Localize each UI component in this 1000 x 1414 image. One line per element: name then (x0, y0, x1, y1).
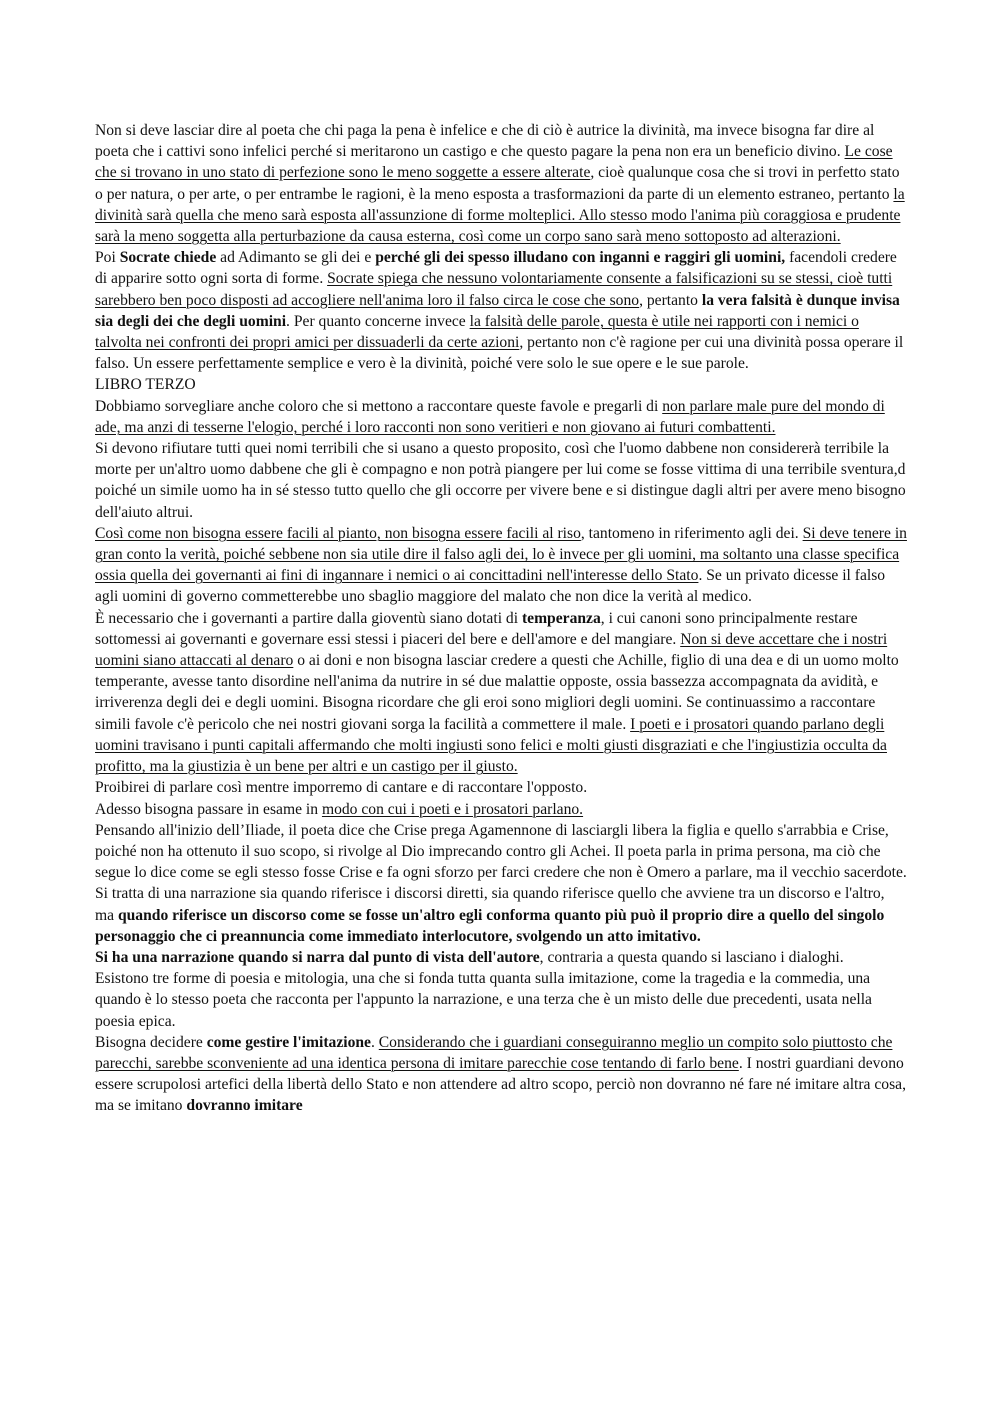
text-run: , pertanto non c'è ragione per cui una divinità possa operare il falso. Un essere perfettamente semplice e vero è la divinità, poiché vere solo le sue opere e le sue parole. (95, 334, 904, 373)
text-run: Non si deve lasciar dire al poeta che chi paga la pena è infelice e che di ciò è autrice la divinità, ma invece bisogna far dire al poeta che i cattivi sono infelici perché si meritarono un castigo e che questo pagare la pena non era un beneficio divino. (95, 122, 875, 161)
underlined-text: la divinità sarà quella che meno sarà esposta all'assunzione di forme molteplici. Allo stesso modo l'anima più coraggiosa e prudente sarà la meno soggetta alla perturbazione da causa esterna, così come un corpo sano sarà meno sottoposto ad alterazioni. (95, 185, 905, 246)
text-run: o ai doni e non bisogna lasciar credere a questi che Achille, figlio di una dea e di un uomo molto temperante, avesse tanto disordine nell'anima da nutrire in sé due malattie opposte, ossia bassezza accompagnata da avidità, e irriverenza degli dei e degli uomini. Bisogna ricordare che gli eroi sono migliori degli uomini. Se continuassimo a raccontare simili favole c'è pericolo che nei nostri giovani sorga la facilità a commettere il male. (95, 652, 899, 733)
document-page (95, 120, 907, 1117)
paragraph (95, 523, 907, 608)
text-run: Dobbiamo sorvegliare anche coloro che si mettono a raccontare queste favole e pregarli di (95, 397, 663, 415)
underlined-text: non parlare male pure del mondo di ade, ma anzi di tesserne l'elogio, perché i loro racconti non sono veritieri e non giovano ai futuri combattenti. (95, 397, 885, 436)
text-run: Pensando all'inizio dell’Iliade, il poeta dice che Crise prega Agamennone di lasciargli libera la figlia e quello s'arrabbia e Crise, poiché non ha ottenuto il suo scopo, si rivolge al Dio imprecando contro gli Achei. Il poeta parla in prima persona, ma ciò che segue lo dice come se egli stesso fosse Crise e fa ogni sforzo per farci credere che non è Omero a parlare, ma il vecchio sacerdote. Si tratta di una narrazione sia quando riferisce i discorsi diretti, sia quando riferisce quello che avviene tra un discorso e l'altro, ma (95, 821, 907, 924)
paragraph (95, 608, 907, 778)
text-run: Proibirei di parlare così mentre imporremo di cantare e di raccontare l'opposto. (95, 779, 588, 797)
text-run: , pertanto (639, 291, 702, 309)
section-heading (95, 374, 907, 395)
paragraph (95, 968, 907, 1032)
text-run: Si devono rifiutare tutti quei nomi terribili che si usano a questo proposito, così che l'uomo dabbene non considererà terribile la morte per un'altro uomo dabbene che gli è compagno e non potrà piangere per lui come se fosse vittima di una terribile sventura,d poiché un simile uomo ha in sé stesso tutto quello che gli occorre per vivere bene e si distingue dagli altri per avere meno bisogno dell'aiuto altrui. (95, 440, 906, 521)
bold-text: quando riferisce un discorso come se fosse un'altro egli conforma quanto più può il proprio dire a quello del singolo personaggio che ci preannuncia come immediato interlocutore, svolgendo un atto imitativo. (95, 906, 885, 945)
text-run: Adesso bisogna passare in esame in (95, 800, 322, 818)
text-run: , contraria a questa quando si lasciano i dialoghi. (539, 948, 844, 966)
paragraph (95, 120, 907, 247)
text-run: Esistono tre forme di poesia e mitologia, una che si fonda tutta quanta sulla imitazione, come la tragedia e la commedia, una quando è lo stesso poeta che racconta per l'appunto la narrazione, e una terza che è un misto delle due precedenti, usata nella poesia epica. (95, 970, 872, 1030)
text-run: . Per quanto concerne invece (286, 312, 470, 330)
text-run: Poi (95, 249, 120, 267)
underlined-text: Considerando che i guardiani conseguiranno meglio un compito solo piuttosto che parecchi, sarebbe sconveniente ad una identica persona di imitare parecchie cose tentando di farlo bene (95, 1033, 893, 1072)
paragraph (95, 396, 907, 438)
paragraph (95, 1032, 907, 1117)
text-run: , cioè qualunque cosa che si trovi in perfetto stato o per natura, o per arte, o per entrambe le ragioni, è la meno esposta a trasformazioni da parte di un elemento estraneo, pertanto (95, 164, 900, 203)
paragraph (95, 247, 907, 374)
paragraph (95, 947, 907, 968)
paragraph (95, 820, 907, 947)
paragraph (95, 799, 907, 820)
bold-text: Socrate chiede (119, 249, 217, 267)
text-run: È necessario che i governanti a partire dalla gioventù siano dotati di (95, 609, 522, 627)
text-run: , tantomeno in riferimento agli dei. (580, 524, 803, 542)
underlined-text: modo con cui i poeti e i prosatori parlano. (321, 800, 584, 818)
bold-text: la vera falsità è dunque invisa sia degli dei che degli uomini (95, 291, 900, 330)
underlined-text: Si deve tenere in gran conto la verità, poiché sebbene non sia utile dire il falso agli dei, lo è invece per gli uomini, ma soltanto una classe specifica ossia quella dei governanti ai fini di ingannare i nemici o ai concittadini nell'interesse dello Stato (95, 524, 907, 585)
text-run: . Se un privato dicesse il falso agli uomini di governo commetterebbe uno sbaglio maggiore del malato che non dice la verità al medico. (95, 567, 886, 606)
underlined-text: I poeti e i prosatori quando parlano degli uomini travisano i punti capitali affermando che molti ingiusti sono felici e molti giusti disgraziati e che l'ingiustizia occulta da profitto, ma la giustizia è un bene per altri e un castigo per il giusto. (95, 715, 887, 776)
paragraph (95, 438, 907, 523)
text-run: ad Adimanto se gli dei e (216, 249, 376, 267)
bold-text: Si ha una narrazione quando si narra dal punto di vista dell'autore (95, 948, 540, 966)
bold-text: perché gli dei spesso illudano con inganni e raggiri gli uomini, (375, 249, 786, 267)
text-run: Bisogna decidere (95, 1033, 207, 1051)
text-run: . (370, 1033, 379, 1051)
bold-text: temperanza (521, 609, 601, 627)
bold-text: dovranno imitare (186, 1097, 303, 1115)
underlined-text: Non si deve accettare che i nostri uomini siano attaccati al denaro (95, 630, 888, 670)
underlined-text: la falsità delle parole, questa è utile nei rapporti con i nemici o talvolta nei confronti dei propri amici per dissuaderli da certe azioni (95, 312, 859, 352)
underlined-text: Le cose che si trovano in uno stato di perfezione sono le meno soggette a essere alterate (95, 143, 893, 182)
text-run: . I nostri guardiani devono essere scrupolosi artefici della libertà dello Stato e non attendere ad altro scopo, perciò non dovranno né fare né imitare altra cosa, ma se imitano (95, 1054, 906, 1115)
underlined-text: Così come non bisogna essere facili al pianto, non bisogna essere facili al riso (95, 524, 581, 542)
heading-text: LIBRO TERZO (95, 376, 196, 394)
text-run: facendoli credere di apparire sotto ogni sorta di forme. (95, 249, 897, 288)
paragraph (95, 777, 907, 798)
text-run: , i cui canoni sono principalmente restare sottomessi ai governanti e governare essi stessi i piaceri del bere e dell'amore e del mangiare. (95, 609, 858, 648)
underlined-text: Socrate spiega che nessuno volontariamente consente a falsificazioni su se stessi, cioè tutti sarebbero ben poco disposti ad accogliere nell'anima loro il falso circa le cose che sono (95, 270, 893, 309)
bold-text: come gestire l'imitazione (206, 1033, 371, 1051)
